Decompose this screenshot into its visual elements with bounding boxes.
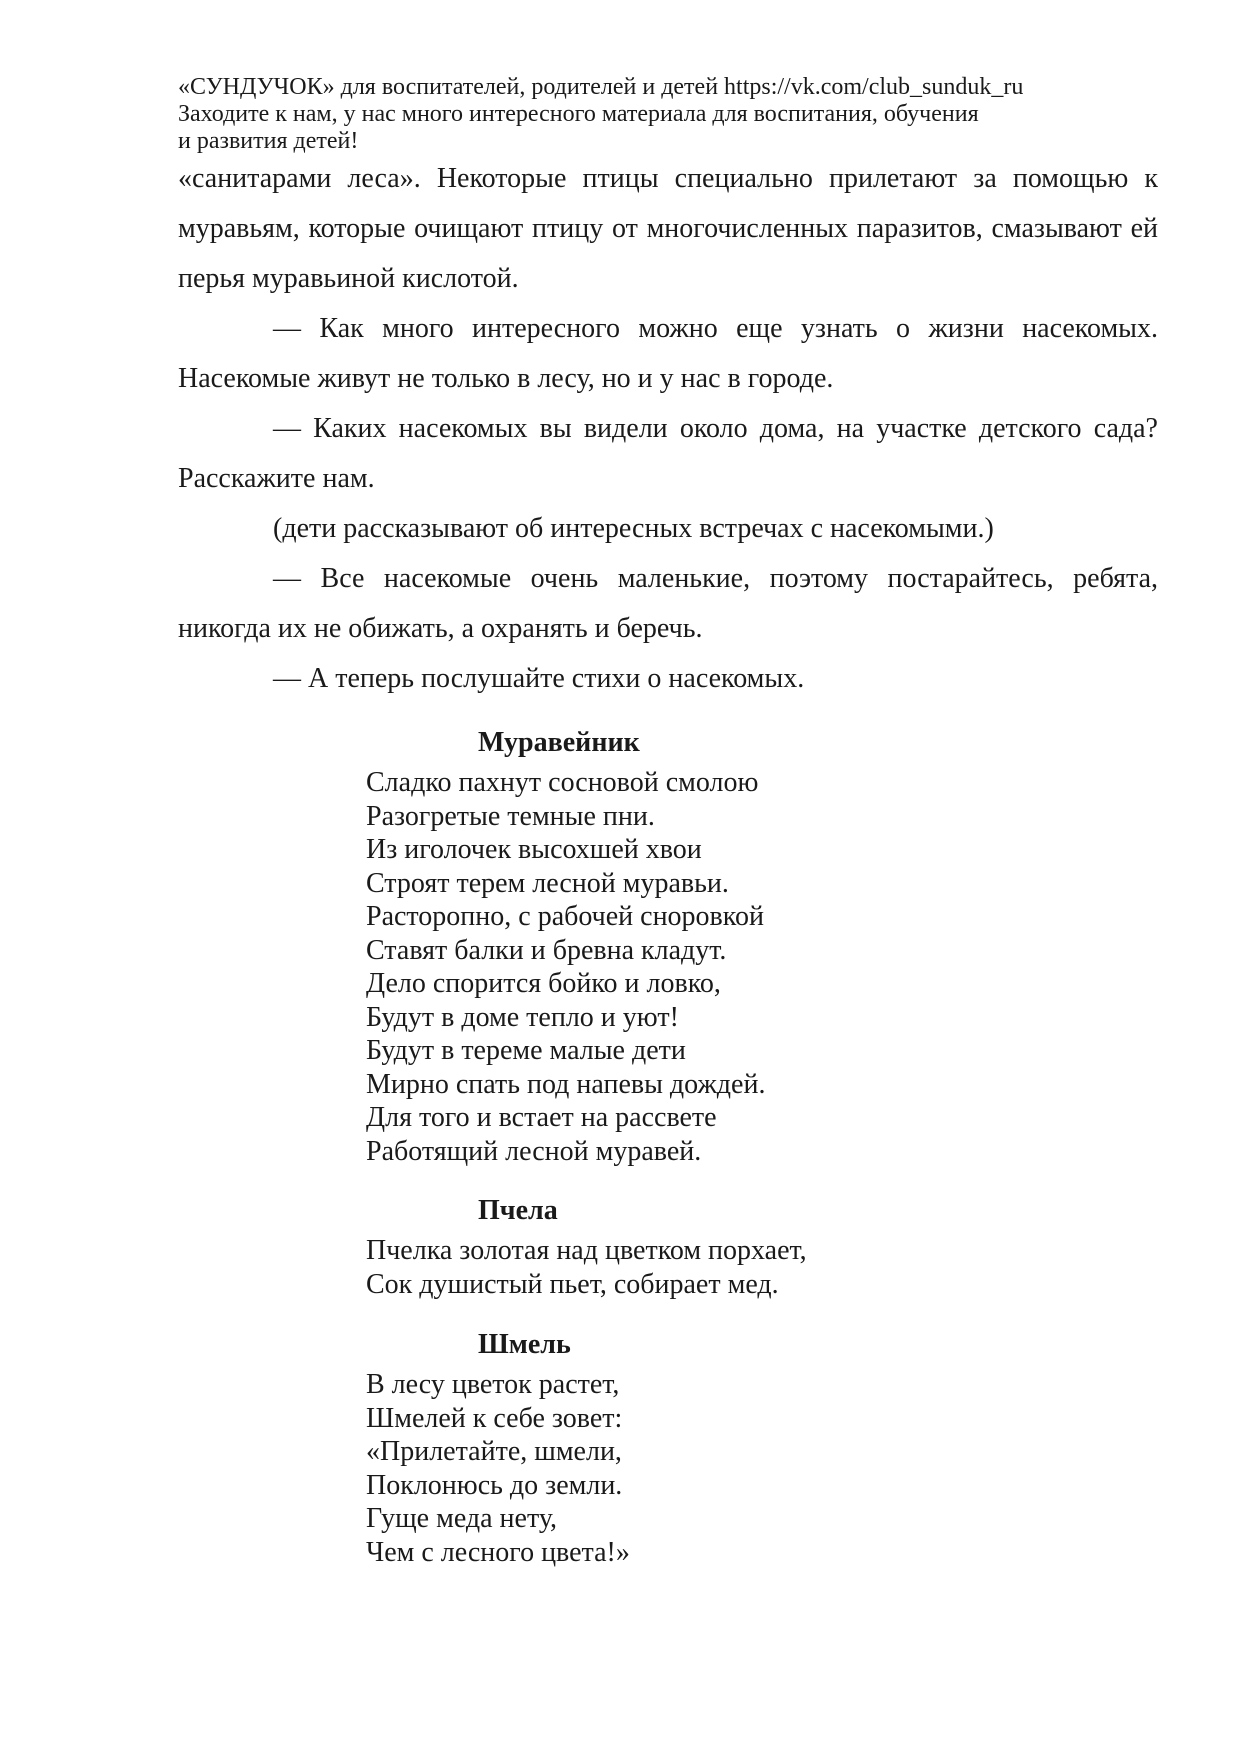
- paragraph-3: — Каких насекомых вы видели около дома, на участке детского сада? Расскажите нам.: [178, 413, 1158, 494]
- poem-muraveynik: [366, 766, 765, 1168]
- poem-line: Расторопно, с рабочей сноровкой: [366, 901, 764, 932]
- poem-line: «Прилетайте, шмели,: [366, 1436, 622, 1467]
- paragraph-4: (дети рассказывают об интересных встречах с насекомыми.): [273, 513, 994, 544]
- header-line-3: и развития детей!: [178, 128, 359, 154]
- header-line-1: «СУНДУЧОК» для воспитателей, родителей и детей https://vk.com/club_sunduk_ru: [178, 74, 1024, 100]
- poem-line: Сок душистый пьет, собирает мед.: [366, 1268, 779, 1300]
- poem-line: Для того и встает на рассвете: [366, 1102, 717, 1133]
- poem-shmel: [366, 1368, 630, 1569]
- poem-line: Поклонюсь до земли.: [366, 1469, 623, 1501]
- poem-line: Дело спорится бойко и ловко,: [366, 968, 721, 999]
- paragraph-5: — Все насекомые очень маленькие, поэтому постарайтесь, ребята, никогда их не обижать, а охранять и беречь.: [178, 563, 1158, 644]
- poem-line: Шмелей к себе зовет:: [366, 1402, 623, 1434]
- paragraph-1: «санитарами леса». Некоторые птицы специально прилетают за помощью к муравьям, которые очищают птицу от многочисленных паразитов, смазывают ей перья муравьиной кислотой.: [178, 163, 1158, 294]
- paragraph-2: — Как много интересного можно еще узнать о жизни насекомых. Насекомые живут не только в лесу, но и у нас в городе.: [178, 313, 1158, 394]
- body-text: [178, 154, 1158, 704]
- poem-line: Разогретые темные пни.: [366, 800, 655, 832]
- page-header: [178, 74, 1078, 155]
- poem-line: Сладко пахнут сосновой смолою: [366, 767, 759, 798]
- poem-line: Чем с лесного цвета!»: [366, 1536, 630, 1568]
- poem-title-pchela: Пчела: [478, 1195, 558, 1226]
- poem-line: Гуще меда нету,: [366, 1503, 558, 1534]
- paragraph-6: — А теперь послушайте стихи о насекомых.: [273, 663, 805, 694]
- poem-pchela: [366, 1234, 807, 1301]
- poem-line: Из иголочек высохшей хвои: [366, 834, 702, 865]
- poem-line: Мирно спать под напевы дождей.: [366, 1068, 766, 1100]
- poem-line: Будут в доме тепло и уют!: [366, 1001, 679, 1033]
- poem-title-muraveynik: Муравейник: [478, 727, 640, 758]
- poem-line: Будут в тереме малые дети: [366, 1035, 686, 1066]
- poem-title-shmel: Шмель: [478, 1329, 571, 1360]
- poem-line: В лесу цветок растет,: [366, 1369, 620, 1400]
- header-line-2: Заходите к нам, у нас много интересного материала для воспитания, обучения: [178, 101, 979, 127]
- poem-line: Строят терем лесной муравьи.: [366, 867, 729, 899]
- poem-line: Ставят балки и бревна кладут.: [366, 934, 727, 966]
- poem-line: Пчелка золотая над цветком порхает,: [366, 1235, 807, 1266]
- poem-line: Работящий лесной муравей.: [366, 1135, 702, 1167]
